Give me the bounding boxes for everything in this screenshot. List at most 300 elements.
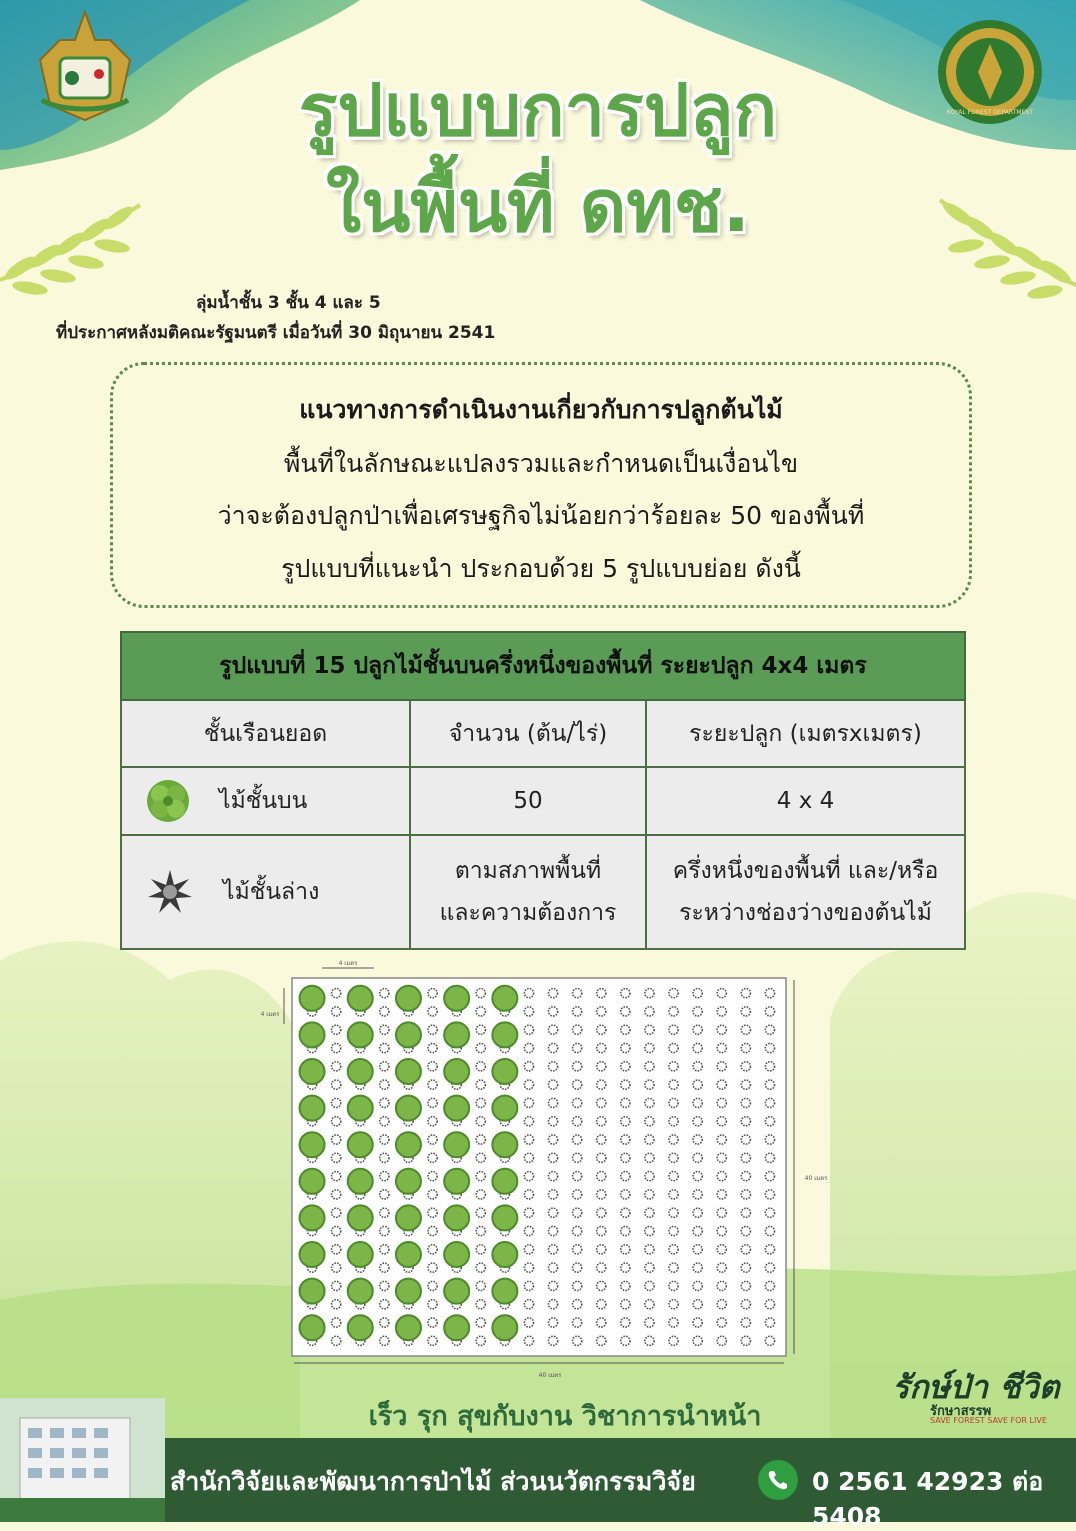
lower-tree-mark [669, 1098, 678, 1107]
lower-tree-mark [717, 1263, 726, 1272]
lower-tree-mark [380, 1281, 389, 1290]
lower-tree-mark [548, 1226, 557, 1235]
lower-tree-mark [669, 1190, 678, 1199]
upper-tree-mark [300, 1096, 325, 1121]
lower-tree-mark [476, 1135, 485, 1144]
lower-tree-mark [693, 1080, 702, 1089]
lower-tree-mark [597, 1007, 606, 1016]
lower-tree-mark [597, 1025, 606, 1034]
lower-tree-mark [765, 1190, 774, 1199]
lower-tree-mark [741, 1263, 750, 1272]
guideline-heading: แนวทางการดำเนินงานเกี่ยวกับการปลูกต้นไม้ [299, 395, 783, 424]
lower-tree-mark [765, 1172, 774, 1181]
lower-tree-mark [428, 1062, 437, 1071]
lower-tree-mark [380, 989, 389, 998]
lower-tree-mark [476, 1336, 485, 1345]
lower-tree-mark [621, 1245, 630, 1254]
planting-spacing-line: ครึ่งหนึ่งของพื้นที่ และ/หรือ [672, 858, 939, 884]
lower-tree-mark [380, 1263, 389, 1272]
lower-tree-mark [741, 1062, 750, 1071]
lower-tree-mark [573, 1226, 582, 1235]
lower-tree-mark [717, 1007, 726, 1016]
lower-tree-mark [645, 1117, 654, 1126]
lower-tree-mark [645, 1190, 654, 1199]
lower-tree-mark [621, 989, 630, 998]
lower-tree-mark [476, 1190, 485, 1199]
lower-tree-mark [524, 1153, 533, 1162]
slogan: เร็ว รุก สุขกับงาน วิชาการนำหน้า [368, 1401, 762, 1432]
upper-tree-mark [348, 1205, 373, 1230]
lower-tree-mark [741, 1281, 750, 1290]
lower-tree-mark [717, 1135, 726, 1144]
upper-tree-mark [300, 1022, 325, 1047]
lower-tree-mark [717, 1043, 726, 1052]
lower-tree-mark [741, 1190, 750, 1199]
lower-tree-mark [573, 1007, 582, 1016]
lower-tree-mark [717, 1281, 726, 1290]
lower-tree-mark [717, 1208, 726, 1217]
brand-english-text: SAVE FOREST SAVE FOR LIVE [930, 1416, 1047, 1425]
lower-tree-mark [645, 1208, 654, 1217]
lower-tree-mark [573, 1043, 582, 1052]
lower-tree-mark [669, 1281, 678, 1290]
upper-tree-mark [444, 1059, 469, 1084]
lower-tree-mark [741, 1117, 750, 1126]
lower-tree-mark [524, 1263, 533, 1272]
lower-tree-mark [741, 1318, 750, 1327]
upper-tree-mark [348, 1315, 373, 1340]
lower-tree-mark [548, 1336, 557, 1345]
svg-text:ROYAL FOREST DEPARTMENT: ROYAL FOREST DEPARTMENT [946, 109, 1034, 116]
lower-tree-mark [669, 1117, 678, 1126]
lower-tree-mark [597, 1208, 606, 1217]
tree-count: 50 [410, 767, 646, 835]
lower-tree-mark [476, 1208, 485, 1217]
lower-tree-mark [332, 1062, 341, 1071]
lower-tree-mark [669, 1245, 678, 1254]
lower-tree-mark [573, 1318, 582, 1327]
lower-tree-mark [476, 1007, 485, 1016]
lower-tree-mark [573, 1336, 582, 1345]
lower-tree-mark [332, 1135, 341, 1144]
lower-tree-mark [428, 1336, 437, 1345]
lower-tree-mark [741, 1245, 750, 1254]
lower-tree-mark [765, 1336, 774, 1345]
lower-tree-mark [332, 1190, 341, 1199]
lower-tree-mark [741, 1172, 750, 1181]
lower-tree-mark [717, 1153, 726, 1162]
lower-tree-mark [548, 1135, 557, 1144]
page-title-line1: รูปแบบการปลูก [298, 68, 778, 152]
lower-tree-mark [573, 1117, 582, 1126]
lower-tree-mark [332, 1007, 341, 1016]
upper-tree-mark [492, 986, 517, 1011]
lower-tree-mark [428, 1043, 437, 1052]
table-row [121, 835, 965, 949]
lower-tree-mark [669, 1300, 678, 1309]
lower-tree-mark [573, 1025, 582, 1034]
lower-tree-mark [524, 1226, 533, 1235]
lower-tree-mark [765, 989, 774, 998]
lower-tree-mark [573, 1062, 582, 1071]
lower-tree-mark [428, 1135, 437, 1144]
upper-tree-mark [300, 1169, 325, 1194]
lower-tree-mark [669, 1025, 678, 1034]
lower-tree-mark [765, 1281, 774, 1290]
lower-tree-mark [476, 1025, 485, 1034]
planting-table [120, 631, 966, 950]
lower-tree-mark [597, 1172, 606, 1181]
lower-tree-mark [573, 1190, 582, 1199]
lower-tree-mark [597, 1190, 606, 1199]
lower-tree-mark [693, 1025, 702, 1034]
guideline-line: พื้นที่ในลักษณะแปลงรวมและกำหนดเป็นเงื่อนไข [283, 449, 799, 478]
lower-tree-mark [621, 1043, 630, 1052]
lower-tree-mark [597, 1153, 606, 1162]
planting-layout-diagram [252, 958, 842, 1383]
lower-tree-mark [332, 1281, 341, 1290]
lower-tree-mark [669, 1135, 678, 1144]
upper-tree-mark [300, 1315, 325, 1340]
upper-tree-mark [444, 1279, 469, 1304]
lower-tree-mark [741, 989, 750, 998]
lower-tree-mark [765, 1135, 774, 1144]
lower-tree-mark [573, 1135, 582, 1144]
lower-tree-mark [476, 989, 485, 998]
lower-tree-mark [524, 1062, 533, 1071]
lower-tree-mark [621, 1300, 630, 1309]
lower-tree-mark [621, 1226, 630, 1235]
lower-tree-mark [693, 989, 702, 998]
lower-tree-mark [717, 989, 726, 998]
column-header: ชั้นเรือนยอด [121, 700, 410, 767]
lower-tree-mark [645, 1153, 654, 1162]
lower-tree-mark [621, 1117, 630, 1126]
upper-tree-mark [444, 1169, 469, 1194]
lower-tree-mark [621, 1263, 630, 1272]
upper-tree-mark [396, 1205, 421, 1230]
lower-tree-mark [524, 1025, 533, 1034]
lower-tree-mark [524, 1336, 533, 1345]
lower-tree-mark [573, 1172, 582, 1181]
table-title: รูปแบบที่ 15 ปลูกไม้ชั้นบนครึ่งหนึ่งของพื้นที่ ระยะปลูก 4x4 เมตร [121, 632, 965, 700]
lower-tree-mark [621, 1080, 630, 1089]
upper-tree-mark [348, 1022, 373, 1047]
upper-tree-mark [396, 1279, 421, 1304]
lower-tree-mark [765, 1098, 774, 1107]
lower-tree-mark [621, 1208, 630, 1217]
lower-tree-mark [669, 1172, 678, 1181]
upper-tree-mark [492, 1096, 517, 1121]
lower-tree-mark [476, 1226, 485, 1235]
lower-tree-mark [765, 1208, 774, 1217]
lower-tree-mark [669, 1263, 678, 1272]
lower-tree-mark [741, 1098, 750, 1107]
upper-tree-mark [444, 986, 469, 1011]
subtitle-line1: ลุ่มน้ำชั้น 3 ชั้น 4 และ 5 [196, 293, 381, 313]
lower-tree-mark [669, 1043, 678, 1052]
lower-tree-mark [693, 1007, 702, 1016]
table-row [121, 767, 965, 835]
lower-tree-mark [476, 1043, 485, 1052]
lower-tree-mark [380, 1172, 389, 1181]
lower-tree-mark [332, 1025, 341, 1034]
lower-tree-mark [669, 1153, 678, 1162]
lower-tree-mark [717, 1245, 726, 1254]
lower-tree-mark [693, 1336, 702, 1345]
lower-tree-mark [717, 1098, 726, 1107]
lower-tree-mark [524, 1117, 533, 1126]
lower-tree-mark [597, 1300, 606, 1309]
lower-tree-mark [524, 1007, 533, 1016]
dimension-label-top: 4 เมตร [338, 960, 358, 967]
lower-tree-mark [693, 1226, 702, 1235]
lower-tree-mark [717, 1190, 726, 1199]
lower-tree-mark [693, 1153, 702, 1162]
lower-tree-mark [645, 1281, 654, 1290]
lower-tree-mark [645, 1336, 654, 1345]
lower-tree-mark [741, 1007, 750, 1016]
lower-tree-mark [741, 1153, 750, 1162]
upper-tree-mark [492, 1022, 517, 1047]
lower-tree-mark [669, 1062, 678, 1071]
guideline-line: รูปแบบที่แนะนำ ประกอบด้วย 5 รูปแบบย่อย ดังนี้ [281, 554, 801, 583]
lower-tree-mark [621, 1318, 630, 1327]
lower-tree-mark [476, 1172, 485, 1181]
lower-tree-mark [645, 1007, 654, 1016]
lower-tree-mark [380, 1135, 389, 1144]
lower-tree-mark [693, 1208, 702, 1217]
lower-tree-mark [548, 1117, 557, 1126]
upper-tree-mark [492, 1205, 517, 1230]
lower-tree-mark [597, 1318, 606, 1327]
tree-count-line: ตามสภาพพื้นที่ [454, 858, 602, 884]
upper-tree-mark [444, 1205, 469, 1230]
lower-tree-mark [621, 1153, 630, 1162]
upper-tree-mark [396, 1059, 421, 1084]
lower-tree-mark [428, 1080, 437, 1089]
lower-tree-mark [741, 1336, 750, 1345]
lower-tree-mark [693, 1281, 702, 1290]
upper-tree-mark [492, 1279, 517, 1304]
lower-tree-mark [428, 1190, 437, 1199]
lower-tree-mark [573, 989, 582, 998]
lower-tree-mark [380, 1025, 389, 1034]
lower-tree-mark [645, 1172, 654, 1181]
lower-tree-mark [693, 1172, 702, 1181]
lower-tree-mark [548, 989, 557, 998]
lower-tree-mark [332, 1080, 341, 1089]
lower-tree-mark [524, 1208, 533, 1217]
lower-tree-mark [645, 1226, 654, 1235]
brand-subtext: รักษาสรรพ [930, 1404, 992, 1419]
lower-tree-mark [332, 1336, 341, 1345]
lower-tree-mark [548, 1300, 557, 1309]
lower-tree-mark [548, 1098, 557, 1107]
lower-tree-mark [428, 1318, 437, 1327]
lower-tree-mark [524, 1245, 533, 1254]
upper-tree-mark [396, 1132, 421, 1157]
upper-tree-mark [300, 986, 325, 1011]
subtitle-line2: ที่ประกาศหลังมติคณะรัฐมนตรี เมื่อวันที่ 30 มิถุนายน 2541 [56, 323, 496, 343]
lower-tree-mark [645, 1245, 654, 1254]
lower-tree-mark [548, 1153, 557, 1162]
upper-tree-mark [396, 1169, 421, 1194]
lower-tree-mark [332, 1117, 341, 1126]
lower-tree-mark [765, 1007, 774, 1016]
lower-tree-mark [476, 1300, 485, 1309]
lower-tree-mark [380, 1043, 389, 1052]
upper-tree-mark [300, 1279, 325, 1304]
upper-tree-mark [492, 1242, 517, 1267]
upper-tree-mark [492, 1059, 517, 1084]
upper-tree-mark [396, 1242, 421, 1267]
upper-tree-mark [444, 1022, 469, 1047]
lower-tree-mark [621, 1190, 630, 1199]
layer-name: ไม้ชั้นล่าง [223, 879, 320, 905]
lower-tree-mark [645, 1135, 654, 1144]
lower-tree-mark [428, 1025, 437, 1034]
lower-tree-mark [717, 1318, 726, 1327]
lower-tree-mark [428, 1172, 437, 1181]
upper-tree-mark [348, 1132, 373, 1157]
lower-tree-mark [380, 1300, 389, 1309]
lower-tree-mark [693, 1043, 702, 1052]
lower-tree-mark [693, 1190, 702, 1199]
lower-tree-mark [428, 1117, 437, 1126]
lower-tree-mark [717, 1172, 726, 1181]
upper-tree-mark [444, 1242, 469, 1267]
lower-tree-mark [645, 1062, 654, 1071]
lower-tree-mark [621, 1007, 630, 1016]
lower-tree-mark [548, 1245, 557, 1254]
lower-tree-mark [524, 1135, 533, 1144]
page-title-line2: ในพื้นที่ ดทช. [325, 164, 751, 248]
lower-tree-mark [524, 1043, 533, 1052]
lower-tree-mark [380, 1098, 389, 1107]
lower-tree-icon [145, 867, 195, 917]
lower-tree-mark [548, 1007, 557, 1016]
lower-tree-mark [380, 1336, 389, 1345]
lower-tree-mark [669, 1318, 678, 1327]
lower-tree-mark [597, 1263, 606, 1272]
lower-tree-mark [597, 1062, 606, 1071]
column-header: จำนวน (ต้น/ไร่) [410, 700, 646, 767]
lower-tree-mark [476, 1117, 485, 1126]
lower-tree-mark [693, 1062, 702, 1071]
lower-tree-mark [476, 1318, 485, 1327]
lower-tree-mark [621, 1336, 630, 1345]
lower-tree-mark [645, 1263, 654, 1272]
lower-tree-mark [524, 1080, 533, 1089]
lower-tree-mark [332, 1263, 341, 1272]
upper-tree-mark [492, 1169, 517, 1194]
lower-tree-mark [741, 1043, 750, 1052]
lower-tree-mark [621, 1025, 630, 1034]
lower-tree-mark [621, 1062, 630, 1071]
lower-tree-mark [332, 1153, 341, 1162]
lower-tree-mark [476, 1098, 485, 1107]
lower-tree-mark [741, 1300, 750, 1309]
lower-tree-mark [524, 1172, 533, 1181]
planting-spacing: 4 x 4 [646, 767, 965, 835]
lower-tree-mark [693, 1318, 702, 1327]
lower-tree-mark [548, 1263, 557, 1272]
upper-tree-mark [396, 1022, 421, 1047]
upper-tree-mark [348, 986, 373, 1011]
lower-tree-mark [645, 1080, 654, 1089]
lower-tree-mark [597, 1281, 606, 1290]
lower-tree-mark [332, 1172, 341, 1181]
lower-tree-mark [380, 1208, 389, 1217]
lower-tree-mark [597, 1135, 606, 1144]
lower-tree-mark [645, 1300, 654, 1309]
lower-tree-mark [380, 1318, 389, 1327]
upper-tree-mark [396, 1096, 421, 1121]
layer-name: ไม้ชั้นบน [219, 788, 308, 814]
lower-tree-mark [573, 1263, 582, 1272]
lower-tree-mark [621, 1135, 630, 1144]
lower-tree-mark [765, 1153, 774, 1162]
lower-tree-mark [741, 1080, 750, 1089]
lower-tree-mark [741, 1208, 750, 1217]
upper-tree-mark [300, 1205, 325, 1230]
lower-tree-mark [573, 1208, 582, 1217]
dimension-label-right: 40 เมตร [804, 1175, 828, 1182]
lower-tree-mark [380, 1062, 389, 1071]
upper-tree-mark [348, 1279, 373, 1304]
lower-tree-mark [693, 1135, 702, 1144]
lower-tree-mark [717, 1117, 726, 1126]
lower-tree-mark [669, 1336, 678, 1345]
lower-tree-mark [428, 1245, 437, 1254]
lower-tree-mark [428, 1007, 437, 1016]
lower-tree-mark [645, 1098, 654, 1107]
lower-tree-mark [645, 1025, 654, 1034]
brand-logo-text: รักษ์ป่า ชีวิต [892, 1368, 1060, 1406]
phone-number: 0 2561 42923 ต่อ 5408 [812, 1467, 1044, 1531]
lower-tree-mark [332, 1245, 341, 1254]
lower-tree-mark [428, 1098, 437, 1107]
lower-tree-mark [573, 1080, 582, 1089]
lower-tree-mark [669, 1007, 678, 1016]
lower-tree-mark [597, 1098, 606, 1107]
lower-tree-mark [380, 1117, 389, 1126]
lower-tree-mark [645, 1043, 654, 1052]
lower-tree-mark [548, 1043, 557, 1052]
lower-tree-mark [476, 1245, 485, 1254]
lower-tree-mark [380, 1080, 389, 1089]
lower-tree-mark [741, 1226, 750, 1235]
lower-tree-mark [476, 1153, 485, 1162]
lower-tree-mark [380, 1153, 389, 1162]
lower-tree-mark [621, 1172, 630, 1181]
lower-tree-mark [693, 1098, 702, 1107]
upper-tree-mark [348, 1169, 373, 1194]
lower-tree-mark [548, 1281, 557, 1290]
lower-tree-mark [621, 1098, 630, 1107]
lower-tree-mark [717, 1336, 726, 1345]
lower-tree-mark [548, 1208, 557, 1217]
upper-tree-mark [444, 1132, 469, 1157]
lower-tree-mark [380, 1007, 389, 1016]
lower-tree-mark [669, 1226, 678, 1235]
lower-tree-mark [332, 1318, 341, 1327]
lower-tree-mark [428, 1300, 437, 1309]
lower-tree-mark [548, 1025, 557, 1034]
lower-tree-mark [693, 1117, 702, 1126]
lower-tree-mark [669, 1080, 678, 1089]
